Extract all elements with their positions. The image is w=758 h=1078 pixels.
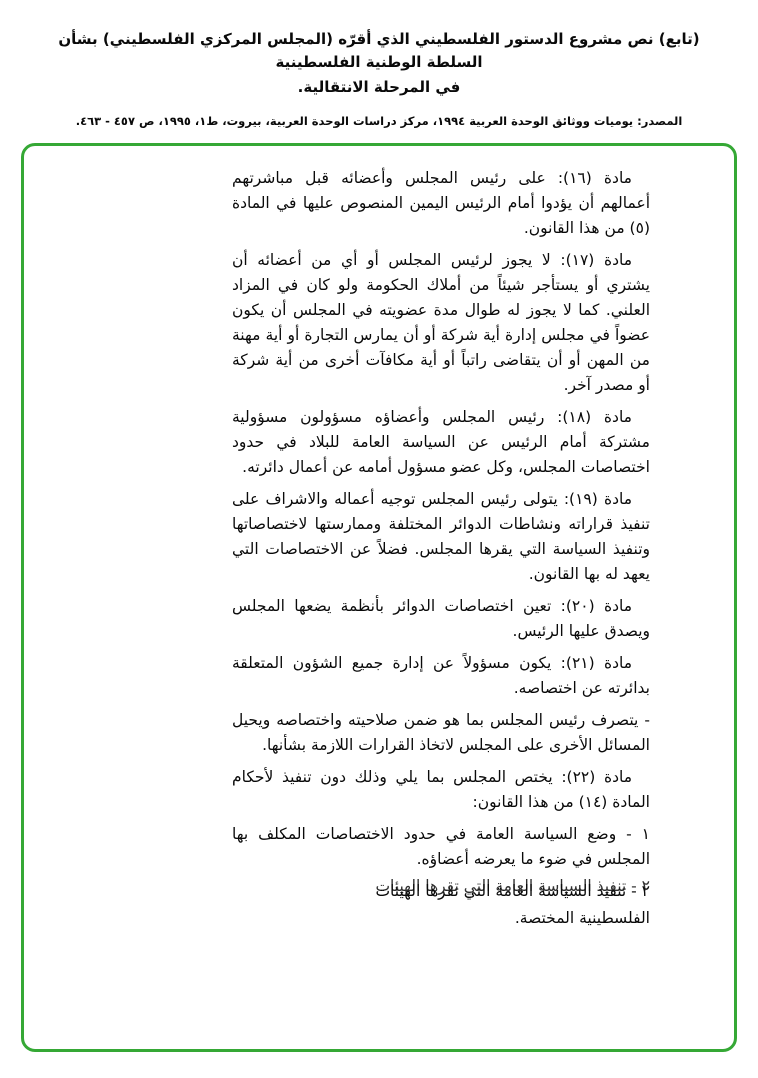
article-16-paragraph: مادة (١٦): على رئيس المجلس وأعضائه قبل مباشرتهم أعمالهم أن يؤدوا أمام الرئيس اليمين المنصوص عليها في المادة (٥) من هذا القانون. (232, 169, 650, 237)
article-22-paragraph: مادة (٢٢): يختص المجلس بما يلي وذلك دون تنفيذ لأحكام المادة (١٤) من هذا القانون: (232, 768, 650, 811)
document-header (0, 0, 758, 129)
article-19-paragraph: مادة (١٩): يتولى رئيس المجلس توجيه أعماله والاشراف على تنفيذ قراراته ونشاطات الدوائر المختلفة وممارستها لاختصاصاتها وتنفيذ السياسة التي يقرها المجلس. فضلاً عن الاختصاصات التي يعهد له بها القانون. (232, 490, 650, 583)
article-18-paragraph: مادة (١٨): رئيس المجلس وأعضاؤه مسؤولون مسؤولية مشتركة أمام الرئيس عن السياسة العامة للبلاد في حدود اختصاصات المجلس، وكل عضو مسؤول أمامه عن أعمال دائرته. (232, 408, 650, 476)
article-22-item-2-tail: الفلسطينية المختصة. (514, 909, 650, 927)
page-title: (تابع) نص مشروع الدستور الفلسطيني الذي أقرّه (المجلس المركزي الفلسطيني) بشأن السلطة الوطنية الفلسطينية (58, 30, 700, 71)
article-20-paragraph: مادة (٢٠): تعين اختصاصات الدوائر بأنظمة يضعها المجلس ويصدق عليها الرئيس. (232, 597, 650, 640)
page-title-line2: في المرحلة الانتقالية. (297, 78, 461, 96)
article-22-item-2-garbled: ٢ - تنفيذ السياسة العامة التي تقرها الهيئات (375, 882, 650, 900)
article-21-note-paragraph: - يتصرف رئيس المجلس بما هو ضمن صلاحيته واختصاصه ويحيل المسائل الأخرى على المجلس لاتخاذ القرارات اللازمة بشأنها. (232, 711, 650, 754)
article-17-paragraph: مادة (١٧): لا يجوز لرئيس المجلس أو أي من أعضائه أن يشتري أو يستأجر شيئاً من أملاك الحكومة ولو كان في المزاد العلني. كما لا يجوز له طوال مدة عضويته في المجلس أن يكون عضواً في مجلس إدارة أية شركة أو أن يمارس التجارة أو أية مهنة من المهن أو أن يتقاضى راتباً أو أية مكافآت أخرى من أية شركة أو مصدر آخر. (232, 251, 650, 394)
document-body (232, 146, 650, 931)
source-line: المصدر: يوميات ووثائق الوحدة العربية ١٩٩٤، مركز دراسات الوحدة العربية، بيروت، ط١، ١٩٩٥، ص ٤٥٧ - ٤٦٣. (75, 114, 683, 128)
article-22-item-1: ١ - وضع السياسة العامة في حدود الاختصاصات المكلف بها المجلس في ضوء ما يعرضه أعضاؤه. (232, 825, 650, 868)
article-21-paragraph: مادة (٢١): يكون مسؤولاً عن إدارة جميع الشؤون المتعلقة بدائرته عن اختصاصه. (232, 654, 650, 697)
document-frame (21, 143, 737, 1052)
